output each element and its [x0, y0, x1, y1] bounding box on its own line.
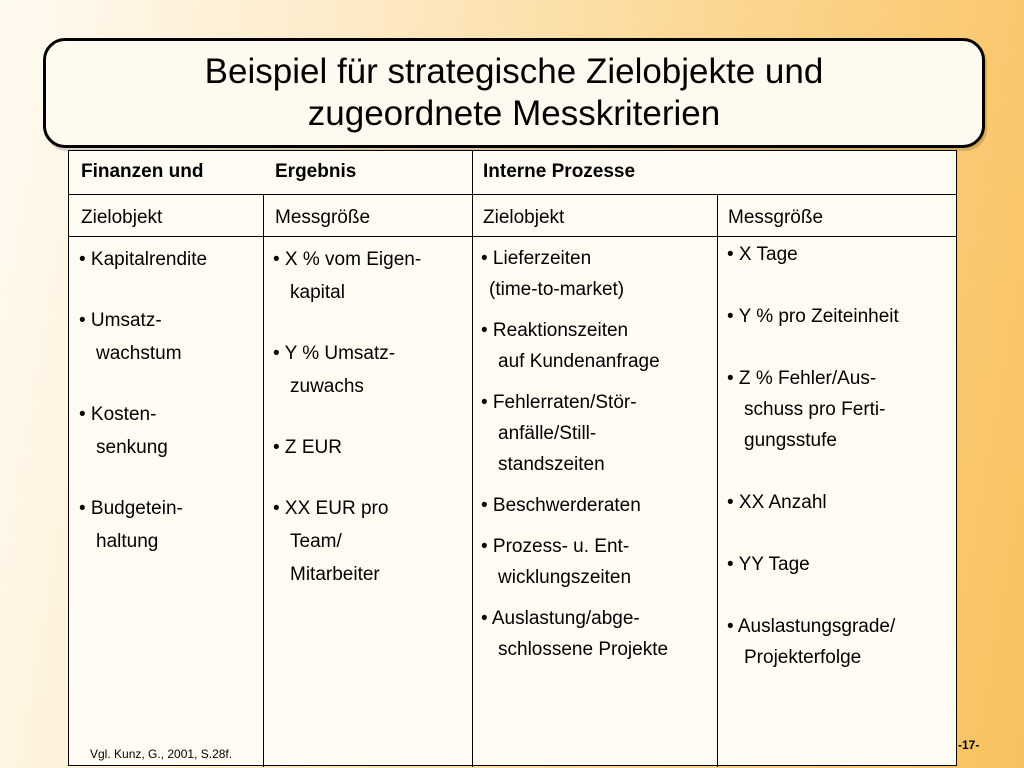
- item-line: wicklungszeiten: [498, 567, 632, 588]
- item-line: • Umsatz-: [79, 310, 162, 331]
- column-divider: [717, 195, 718, 767]
- item-line: • Auslastungsgrade/: [727, 616, 896, 637]
- item-line: standszeiten: [498, 454, 605, 475]
- column-prozesse-zielobjekte: [481, 243, 668, 665]
- list-item: [273, 431, 421, 464]
- item-line: (time-to-market): [489, 279, 625, 300]
- item-line: zuwachs: [290, 376, 364, 397]
- item-line: schlossene Projekte: [498, 639, 669, 660]
- item-line: gungsstufe: [744, 430, 837, 451]
- item-line: • Fehlerraten/Stör-: [481, 392, 637, 413]
- list-item: [79, 492, 207, 558]
- item-line: senkung: [96, 437, 168, 458]
- item-line: Mitarbeiter: [290, 564, 380, 585]
- list-item: [727, 239, 899, 270]
- list-item: [481, 531, 668, 593]
- list-item: [481, 387, 668, 480]
- item-line: • Beschwerderaten: [481, 495, 641, 516]
- column-prozesse-messgroessen: [727, 239, 899, 673]
- list-item: [727, 549, 899, 580]
- item-line: • Budgetein-: [79, 498, 183, 519]
- list-item: [273, 243, 421, 309]
- item-line: kapital: [290, 282, 345, 303]
- item-line: • XX EUR pro: [273, 498, 389, 519]
- column-finanzen-messgroessen: [273, 243, 421, 619]
- source-citation: Vgl. Kunz, G., 2001, S.28f.: [90, 747, 233, 761]
- list-item: [481, 315, 668, 377]
- subheader-zielobjekt-2: Zielobjekt: [483, 207, 565, 228]
- list-item: [79, 398, 207, 464]
- item-line: • YY Tage: [727, 554, 810, 575]
- slide-title-line-1: Beispiel für strategische Zielobjekte und: [204, 52, 824, 91]
- list-item: [727, 611, 899, 673]
- column-divider: [263, 195, 264, 767]
- item-line: • Auslastung/abge-: [481, 608, 640, 629]
- item-line: • Kapitalrendite: [79, 249, 208, 270]
- item-line: • Y % Umsatz-: [273, 343, 396, 364]
- item-line: Projekterfolge: [744, 647, 862, 668]
- list-item: [79, 243, 207, 276]
- item-line: anfälle/Still-: [498, 423, 597, 444]
- header-ergebnis: Ergebnis: [275, 161, 357, 182]
- item-line: • Reaktionszeiten: [481, 320, 629, 341]
- subheader-messgroesse-1: Messgröße: [275, 207, 371, 228]
- item-line: • Z EUR: [273, 437, 342, 458]
- item-line: • Kosten-: [79, 404, 157, 425]
- item-line: • XX Anzahl: [727, 492, 827, 513]
- list-item: [727, 363, 899, 456]
- header-finanzen: Finanzen und: [81, 161, 204, 182]
- item-line: auf Kundenanfrage: [498, 351, 660, 372]
- item-line: • Prozess- u. Ent-: [481, 536, 630, 557]
- subheader-zielobjekt-1: Zielobjekt: [81, 207, 163, 228]
- slide-title-line-2: zugeordnete Messkriterien: [307, 94, 721, 133]
- item-line: wachstum: [96, 343, 182, 364]
- item-line: • X % vom Eigen-: [273, 249, 422, 270]
- item-line: • Y % pro Zeiteinheit: [727, 306, 899, 327]
- item-line: Team/: [290, 531, 342, 552]
- item-line: • Lieferzeiten: [481, 248, 592, 269]
- objectives-table: [68, 150, 957, 766]
- item-line: • Z % Fehler/Aus-: [727, 368, 877, 389]
- list-item: [273, 337, 421, 403]
- column-finanzen-zielobjekte: [79, 243, 207, 586]
- list-item: [481, 243, 668, 305]
- list-item: [273, 492, 421, 591]
- page-number: -17-: [958, 738, 980, 752]
- list-item: [481, 603, 668, 665]
- subheader-messgroesse-2: Messgröße: [728, 207, 824, 228]
- slide-title-box: [43, 38, 985, 148]
- item-line: • X Tage: [727, 244, 798, 265]
- header-interne-prozesse: Interne Prozesse: [483, 161, 636, 182]
- item-line: haltung: [96, 531, 159, 552]
- list-item: [481, 490, 668, 521]
- list-item: [727, 301, 899, 332]
- item-line: schuss pro Ferti-: [744, 399, 886, 420]
- list-item: [79, 304, 207, 370]
- column-divider: [472, 151, 473, 767]
- list-item: [727, 487, 899, 518]
